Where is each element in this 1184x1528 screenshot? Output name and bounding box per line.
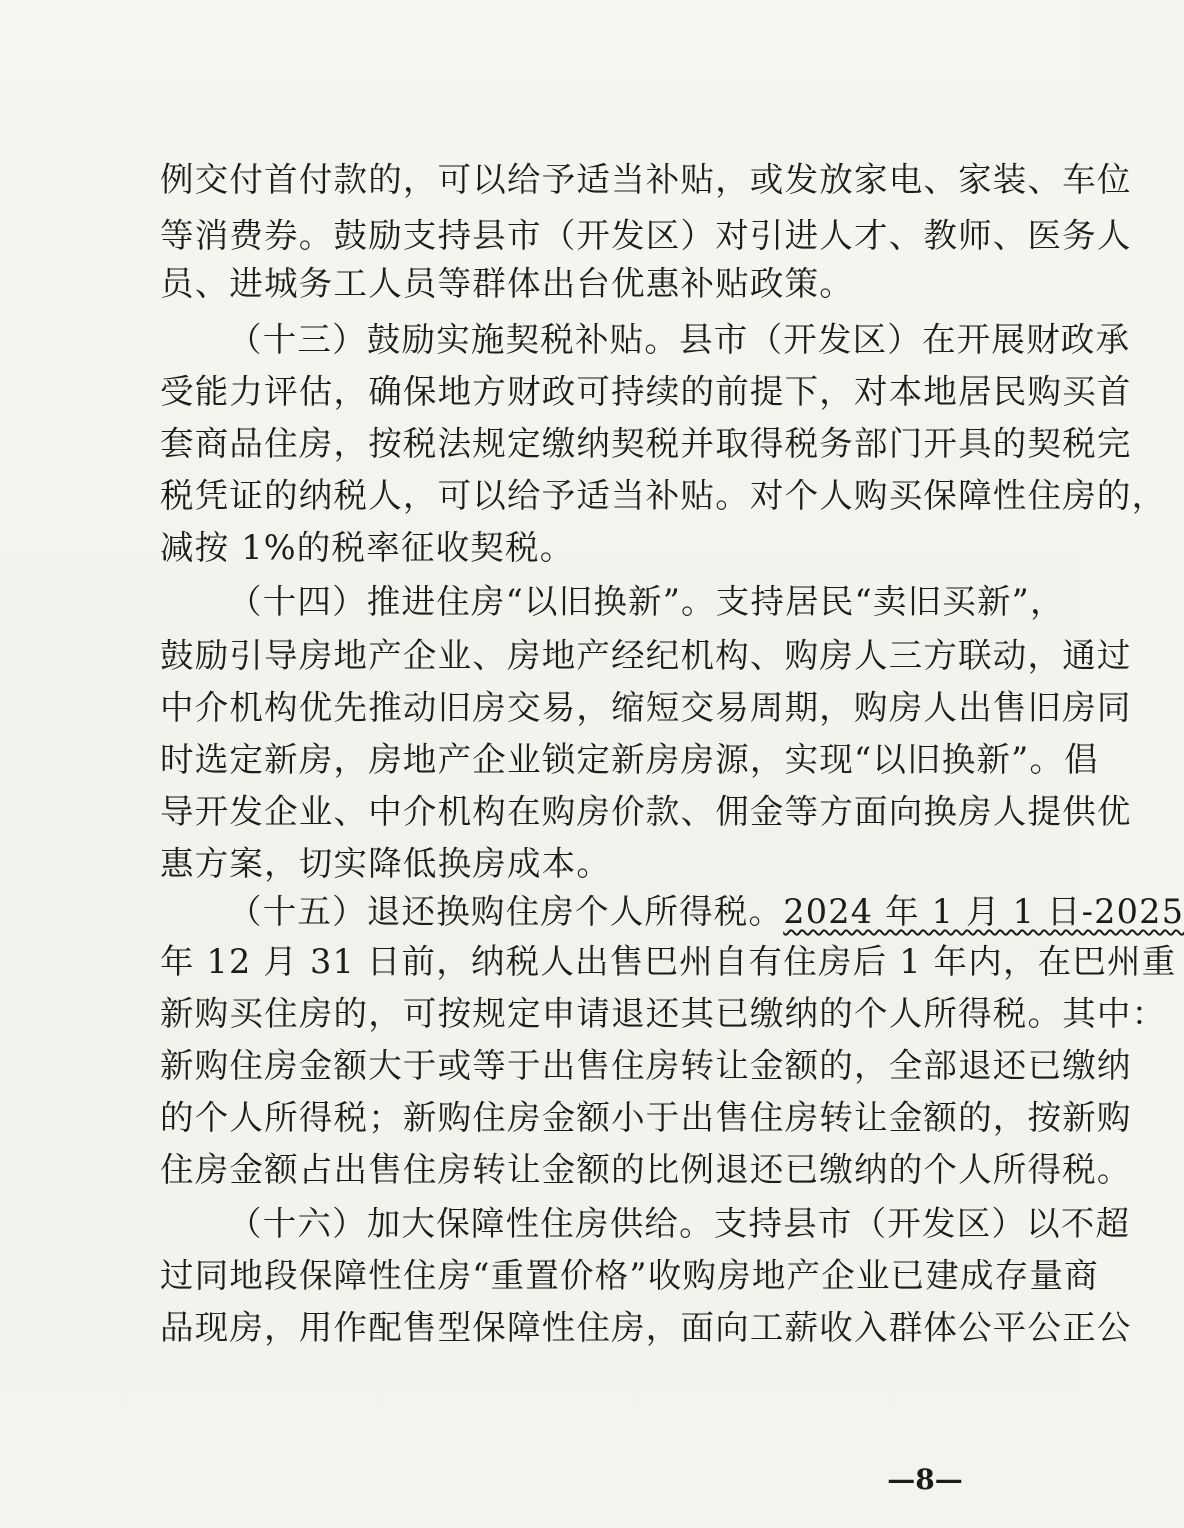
- text-line: 员、进城务工人员等群体出台优惠补贴政策。: [160, 264, 854, 303]
- text-line: 时选定新房，房地产企业锁定新房房源，实现“以旧换新”。倡: [160, 740, 1099, 779]
- paragraph-15-heading-line: [228, 890, 1184, 934]
- text-line: 导开发企业、中介机构在购房价款、佣金等方面向换房人提供优: [160, 792, 1132, 831]
- text-line: 等消费券。鼓励支持县市（开发区）对引进人才、教师、医务人: [160, 216, 1132, 255]
- text-line: 税凭证的纳税人，可以给予适当补贴。对个人购买保障性住房的，: [160, 476, 1167, 515]
- page-number: —8—: [887, 1463, 963, 1496]
- paragraph-13-heading-line: （十三）鼓励实施契税补贴。县市（开发区）在开展财政承: [228, 320, 1131, 359]
- paragraph-14-heading-line: （十四）推进住房“以旧换新”。支持居民“卖旧买新”，: [228, 582, 1065, 621]
- paragraph-15-heading: （十五）退还换购住房个人所得税。: [228, 892, 784, 931]
- text-line: 惠方案，切实降低换房成本。: [160, 844, 612, 883]
- text-line: 新购买住房的，可按规定申请退还其已缴纳的个人所得税。其中：: [160, 994, 1167, 1033]
- paragraph-16-heading-line: （十六）加大保障性住房供给。支持县市（开发区）以不超: [228, 1204, 1131, 1243]
- text-line: 中介机构优先推动旧房交易，缩短交易周期，购房人出售旧房同: [160, 688, 1132, 727]
- text-line: 品现房，用作配售型保障性住房，面向工薪收入群体公平公正公: [160, 1308, 1132, 1347]
- text-line: 的个人所得税；新购住房金额小于出售住房转让金额的，按新购: [160, 1098, 1132, 1137]
- text-line: 例交付首付款的，可以给予适当补贴，或发放家电、家装、车位: [160, 160, 1132, 199]
- text-line: 新购住房金额大于或等于出售住房转让金额的，全部退还已缴纳: [160, 1046, 1132, 1085]
- text-line: 受能力评估，确保地方财政可持续的前提下，对本地居民购买首: [160, 372, 1132, 411]
- text-line: 年 12 月 31 日前，纳税人出售巴州自有住房后 1 年内，在巴州重: [160, 942, 1177, 981]
- text-line: 住房金额占出售住房转让金额的比例退还已缴纳的个人所得税。: [160, 1150, 1132, 1189]
- text-line: 套商品住房，按税法规定缴纳契税并取得税务部门开具的契税完: [160, 424, 1132, 463]
- text-line: 鼓励引导房地产企业、房地产经纪机构、购房人三方联动，通过: [160, 636, 1132, 675]
- text-line: 减按 1%的税率征收契税。: [160, 528, 575, 567]
- text-line: 过同地段保障性住房“重置价格”收购房地产企业已建成存量商: [160, 1256, 1099, 1295]
- highlighted-date-range: 2024 年 1 月 1 日-2025: [783, 892, 1184, 931]
